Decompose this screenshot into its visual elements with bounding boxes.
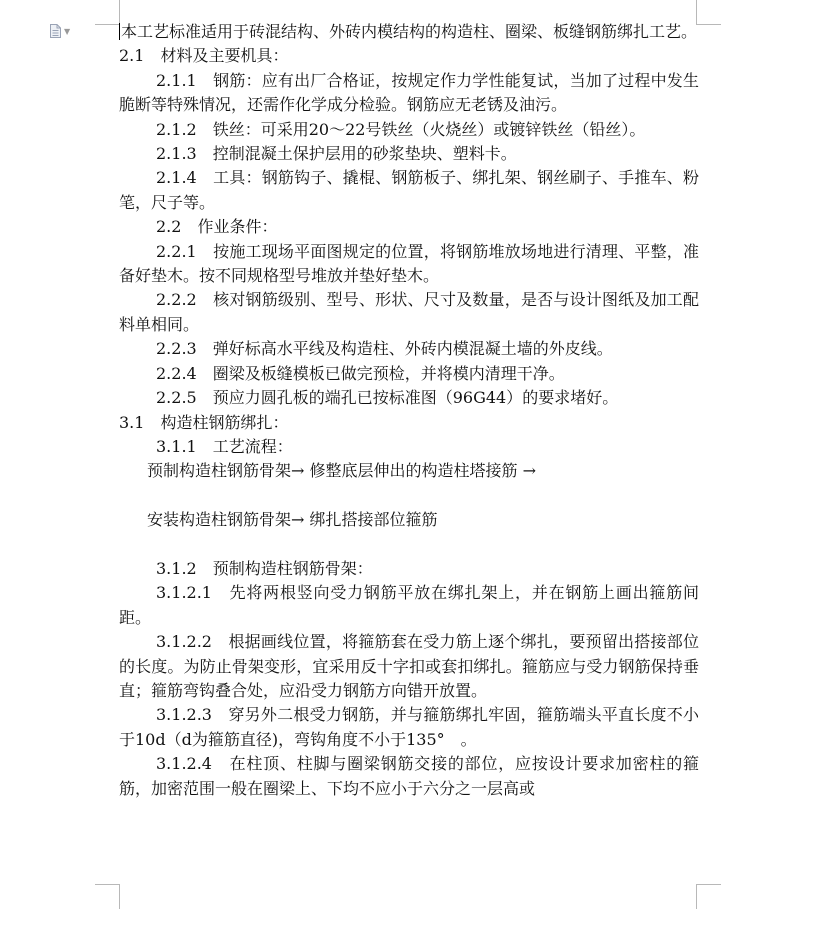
paragraph: 2.1.3 控制混凝土保护层用的砂浆垫块、塑料卡。 — [156, 144, 517, 164]
paragraph: 3.1.2.3 穿另外二根受力钢筋，并与箍筋绑扎牢固，箍筋端头平直长度不小于10d（d为箍筋直径)，弯钩角度不小于135° 。 — [119, 705, 699, 749]
paragraph: 3.1 构造柱钢筋绑扎： — [119, 412, 289, 432]
blank-line — [119, 484, 699, 508]
paragraph: 3.1.2.2 根据画线位置，将箍筋套在受力筋上逐个绑扎，要预留出搭接部位的长度。为防止骨架变形，宜采用反十字扣或套扣绑扎。箍筋应与受力钢筋保持垂直；箍筋弯钩叠合处，应沿受力钢筋方向错开放置。 — [119, 632, 699, 700]
paragraph: 3.1.2.1 先将两根竖向受力钢筋平放在绑扎架上，并在钢筋上画出箍筋间距。 — [119, 583, 699, 627]
paragraph: 2.2.2 核对钢筋级别、型号、形状、尺寸及数量，是否与设计图纸及加工配料单相同。 — [119, 290, 699, 334]
page-corner-bottom-right — [696, 884, 721, 909]
paragraph: 2.2.3 弹好标高水平线及构造柱、外砖内模混凝土墙的外皮线。 — [156, 339, 613, 359]
blank-line — [119, 533, 699, 557]
paragraph: 2.2.5 预应力圆孔板的端孔已按标准图（96G44）的要求堵好。 — [156, 388, 619, 408]
paragraph: 2.1.1 钢筋：应有出厂合格证，按规定作力学性能复试，当加了过程中发生脆断等特殊情况，还需作化学成分检验。钢筋应无老锈及油污。 — [119, 70, 699, 115]
paragraph: 预制构造柱钢筋骨架→ 修整底层伸出的构造柱塔接筋 → — [147, 461, 536, 481]
paragraph: 3.1.2 预制构造柱钢筋骨架： — [156, 558, 373, 578]
page-corner-top-left — [95, 0, 120, 25]
text-cursor — [119, 23, 120, 40]
document-navigation-button[interactable] — [50, 24, 70, 38]
page-corner-top-right — [696, 0, 721, 25]
paragraph: 2.1.2 铁丝：可采用20～22号铁丝（火烧丝）或镀锌铁丝（铅丝）。 — [156, 119, 646, 139]
paragraph: 2.2 作业条件： — [156, 217, 278, 237]
paragraph: 3.1.1 工艺流程： — [156, 436, 293, 456]
paragraph: 2.1.4 工具：钢筋钩子、撬棍、钢筋板子、绑扎架、钢丝刷子、手推车、粉笔，尺子等。 — [119, 168, 699, 212]
paragraph: 2.2.4 圈梁及板缝模板已做完预检，并将模内清理干净。 — [156, 363, 565, 383]
document-page[interactable] — [119, 20, 699, 801]
paragraph: 2.2.1 按施工现场平面图规定的位置，将钢筋堆放场地进行清理、平整，准备好垫木。按不同规格型号堆放并垫好垫木。 — [119, 241, 699, 286]
paragraph: 本工艺标准适用于砖混结构、外砖内模结构的构造柱、圈梁、板缝钢筋绑扎工艺。 — [121, 22, 698, 41]
chevron-down-icon: ▼ — [64, 26, 71, 36]
page-corner-bottom-left — [95, 884, 120, 909]
paragraph: 2.1 材料及主要机具： — [119, 46, 289, 66]
paragraph: 3.1.2.4 在柱顶、柱脚与圈梁钢筋交接的部位，应按设计要求加密柱的箍筋，加密范围一般在圈梁上、下均不应小于六分之一层高或 — [119, 754, 699, 798]
paragraph: 安装构造柱钢筋骨架→ 绑扎搭接部位箍筋 — [147, 510, 438, 530]
document-icon — [50, 24, 61, 38]
